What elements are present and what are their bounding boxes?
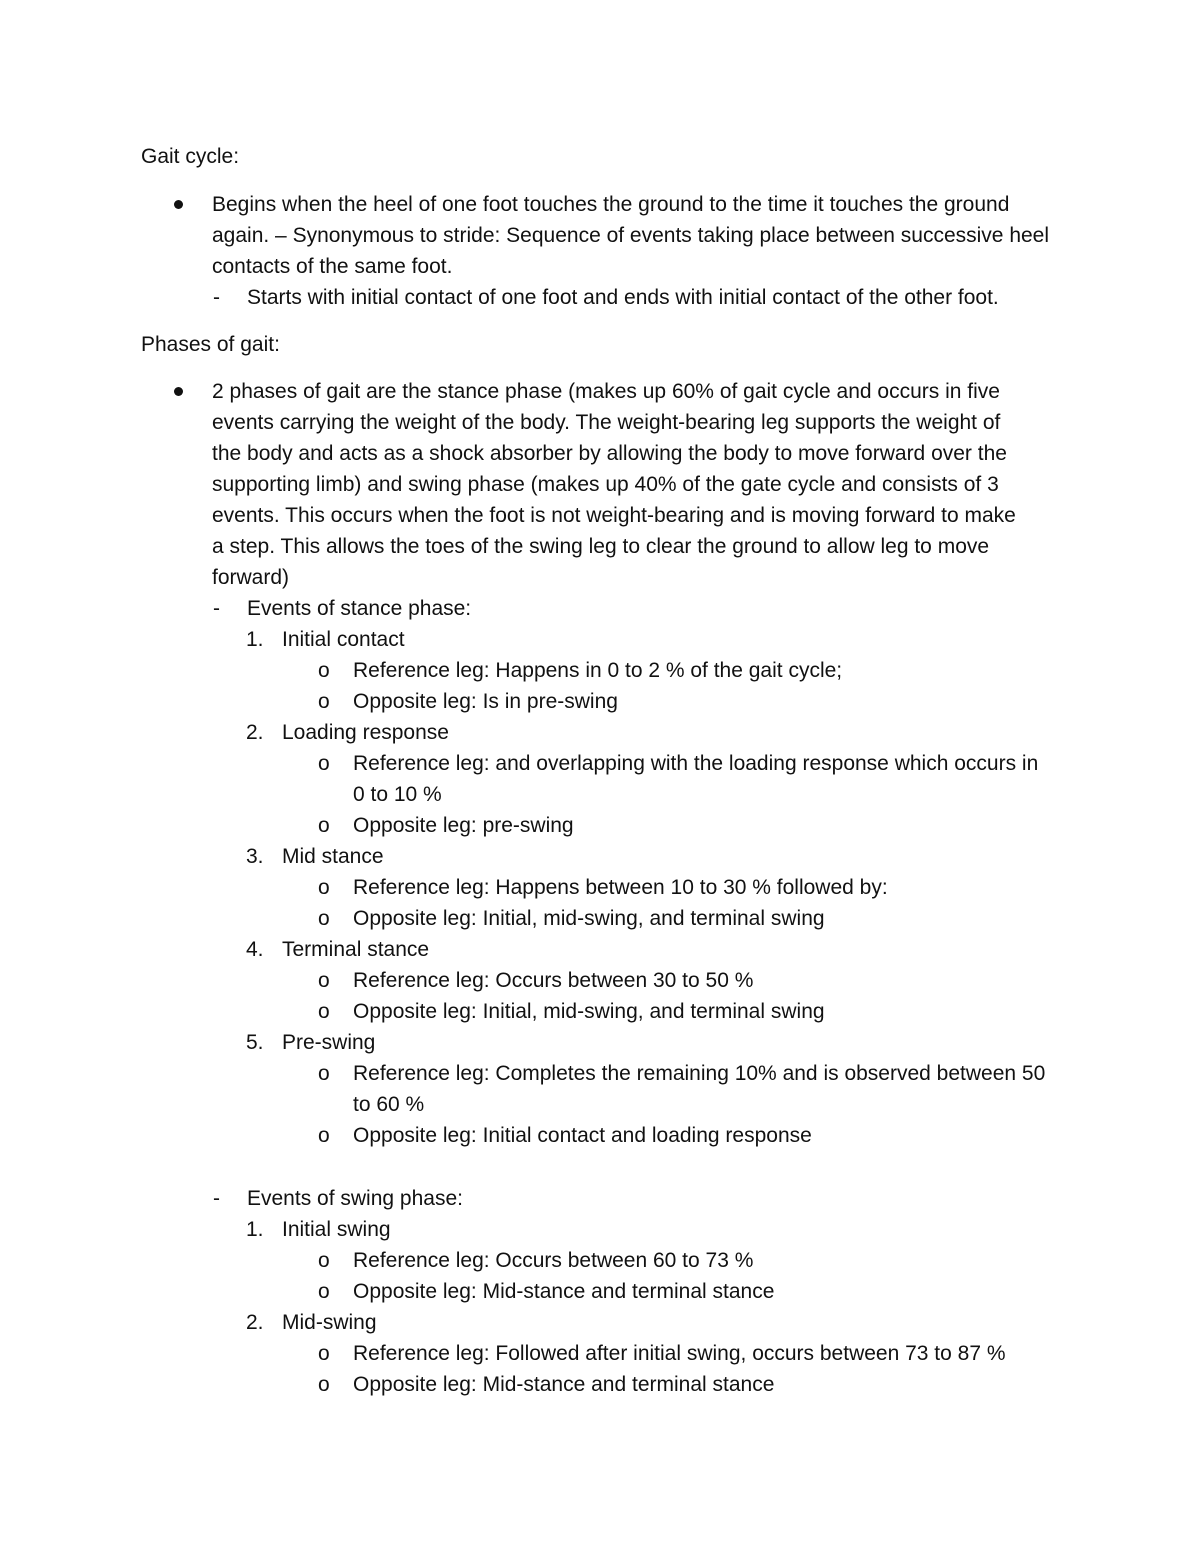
sub-item: Opposite leg: Mid-stance and terminal stance	[353, 1280, 775, 1303]
sub-marker: o	[318, 752, 330, 775]
event-name: Mid-swing	[282, 1311, 377, 1334]
phases-bullet-line: a step. This allows the toes of the swing leg to clear the ground to allow leg to move	[212, 535, 990, 558]
event-number: 4.	[246, 938, 264, 961]
event-number: 2.	[246, 721, 264, 744]
sub-item: Opposite leg: Initial, mid-swing, and terminal swing	[353, 907, 825, 930]
event-name: Mid stance	[282, 845, 384, 868]
sub-marker: o	[318, 1373, 330, 1396]
sub-marker: o	[318, 1062, 330, 1085]
event-name: Terminal stance	[282, 938, 430, 961]
sub-marker: o	[318, 1000, 330, 1023]
sub-item: Opposite leg: Mid-stance and terminal stance	[353, 1373, 775, 1396]
gait-cycle-bullet-line: Begins when the heel of one foot touches the ground to the time it touches the ground	[212, 193, 1010, 216]
gait-cycle-bullet-line: again. – Synonymous to stride: Sequence of events taking place between successive heel	[212, 224, 1050, 247]
event-number: 1.	[246, 1218, 264, 1241]
sub-marker: o	[318, 876, 330, 899]
sub-item: Reference leg: Occurs between 30 to 50 %	[353, 969, 754, 992]
sub-marker: o	[318, 690, 330, 713]
sub-marker: o	[318, 1249, 330, 1272]
dash-marker: -	[213, 286, 220, 309]
phases-bullet-line: 2 phases of gait are the stance phase (makes up 60% of gait cycle and occurs in five	[212, 380, 1000, 403]
sub-item: Reference leg: Followed after initial swing, occurs between 73 to 87 %	[353, 1342, 1006, 1365]
phases-bullet-line: the body and acts as a shock absorber by allowing the body to move forward over the	[212, 442, 1007, 465]
sub-marker: o	[318, 659, 330, 682]
sub-item: Reference leg: Happens in 0 to 2 % of the gait cycle;	[353, 659, 843, 682]
event-number: 5.	[246, 1031, 264, 1054]
sub-item: Opposite leg: Is in pre-swing	[353, 690, 618, 713]
sub-marker: o	[318, 814, 330, 837]
dash-marker: -	[213, 597, 220, 620]
sub-marker: o	[318, 1280, 330, 1303]
event-name: Loading response	[282, 721, 449, 744]
event-name: Initial contact	[282, 628, 405, 651]
event-number: 3.	[246, 845, 264, 868]
sub-item: Opposite leg: Initial, mid-swing, and terminal swing	[353, 1000, 825, 1023]
sub-item: Reference leg: and overlapping with the loading response which occurs in	[353, 752, 1039, 775]
sub-marker: o	[318, 907, 330, 930]
sub-item: Reference leg: Occurs between 60 to 73 %	[353, 1249, 754, 1272]
event-number: 1.	[246, 628, 264, 651]
event-name: Pre-swing	[282, 1031, 376, 1054]
swing-phase-title: Events of swing phase:	[247, 1187, 463, 1210]
sub-marker: o	[318, 1124, 330, 1147]
bullet-icon	[174, 200, 183, 209]
sub-item-continuation: to 60 %	[353, 1093, 425, 1116]
bullet-icon	[174, 387, 183, 396]
sub-marker: o	[318, 969, 330, 992]
sub-item-continuation: 0 to 10 %	[353, 783, 442, 806]
sub-marker: o	[318, 1342, 330, 1365]
gait-cycle-dash-item: Starts with initial contact of one foot and ends with initial contact of the other foot.	[247, 286, 999, 309]
phases-heading: Phases of gait:	[141, 333, 280, 356]
phases-bullet-line: events. This occurs when the foot is not weight-bearing and is moving forward to make	[212, 504, 1016, 527]
phases-bullet-line: events carrying the weight of the body. The weight-bearing leg supports the weight of	[212, 411, 1001, 434]
dash-marker: -	[213, 1187, 220, 1210]
sub-item: Opposite leg: Initial contact and loading response	[353, 1124, 812, 1147]
gait-cycle-heading: Gait cycle:	[141, 145, 240, 168]
gait-cycle-bullet-line: contacts of the same foot.	[212, 255, 453, 278]
sub-item: Reference leg: Happens between 10 to 30 % followed by:	[353, 876, 888, 899]
event-name: Initial swing	[282, 1218, 391, 1241]
stance-phase-title: Events of stance phase:	[247, 597, 472, 620]
event-number: 2.	[246, 1311, 264, 1334]
sub-item: Reference leg: Completes the remaining 10% and is observed between 50	[353, 1062, 1046, 1085]
phases-bullet-line: supporting limb) and swing phase (makes up 40% of the gate cycle and consists of 3	[212, 473, 999, 496]
phases-bullet-line: forward)	[212, 566, 290, 589]
sub-item: Opposite leg: pre-swing	[353, 814, 574, 837]
